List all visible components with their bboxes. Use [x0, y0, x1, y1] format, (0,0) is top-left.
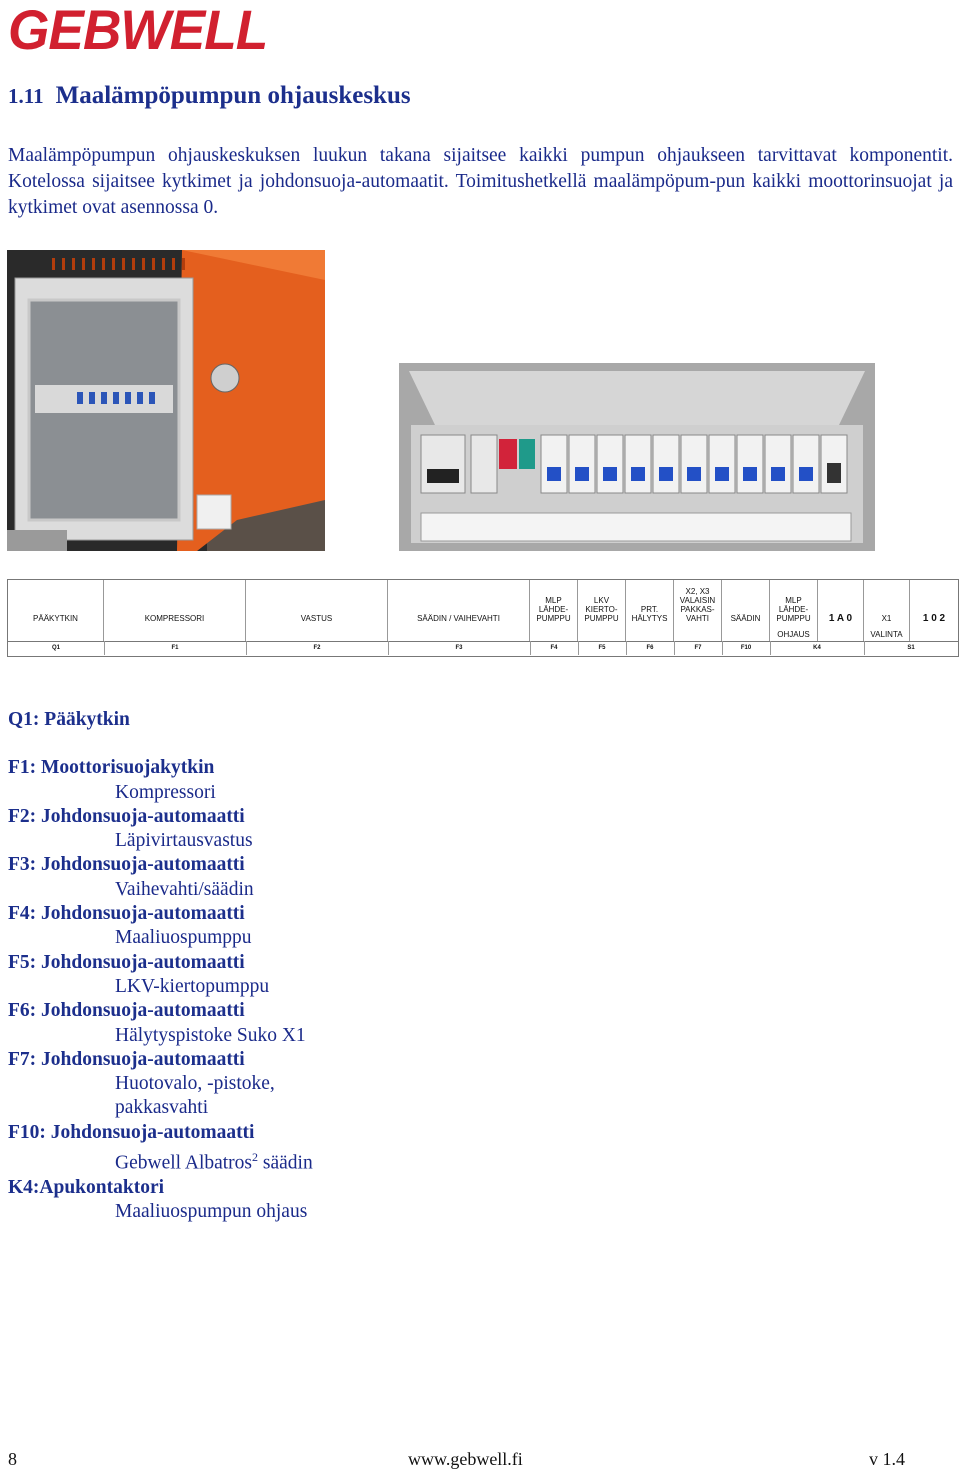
label-vastus: VASTUS [246, 580, 388, 641]
footer-url: www.gebwell.fi [408, 1449, 523, 1469]
component-f6-desc: Hälytyspistoke Suko X1 [115, 1024, 306, 1046]
label-q1: Q1 [8, 641, 105, 655]
label-strip-top-row [8, 580, 958, 642]
breakers-photo [399, 363, 875, 551]
cabinet-illustration [7, 250, 325, 551]
label-lkv-kiertopumppu: LKV KIERTO- PUMPPU [578, 580, 626, 641]
label-f10: F10 [722, 641, 771, 655]
label-mlp-lahdepumppu: MLP LÄHDE- PUMPPU [530, 580, 578, 641]
label-paakytkin: PÄÄKYTKIN [8, 580, 104, 641]
terminal-label-strip [7, 579, 959, 657]
label-s1: S1 [907, 644, 915, 651]
label-f5: F5 [578, 641, 627, 655]
label-f7: F7 [674, 641, 723, 655]
spacer [8, 732, 608, 756]
label-ohjaus: OHJAUS [777, 630, 810, 639]
section-heading [8, 82, 411, 110]
component-f3-desc: Vaihevahti/säädin [115, 878, 254, 900]
component-f4-title: F4: Johdonsuoja-automaatti [8, 903, 245, 925]
page-footer [8, 1449, 905, 1471]
component-f7-desc-line1: Huotovalo, -pistoke, [115, 1073, 275, 1095]
label-f4: F4 [530, 641, 579, 655]
component-f2-title: F2: Johdonsuoja-automaatti [8, 805, 245, 827]
intro-paragraph: Maalämpöpumpun ohjauskeskuksen luukun takana sijaitsee kaikki pumpun ohjaukseen tarvittavat komponentit. Kotelossa sijaitsee kytkimet ja johdonsuoja-automaatit. Toimitushetkellä maalämpöpum-pun kaikki moottorinsuojat ja kytkimet ovat asennossa 0. [8, 145, 953, 218]
breakers-illustration [399, 363, 875, 551]
component-f7-title: F7: Johdonsuoja-automaatti [8, 1048, 245, 1070]
component-f5-title: F5: Johdonsuoja-automaatti [8, 951, 245, 973]
component-f6-title: F6: Johdonsuoja-automaatti [8, 1000, 245, 1022]
section-title: Maalämpöpumpun ohjauskeskus [55, 82, 411, 109]
cabinet-photo [7, 250, 325, 551]
label-f3: F3 [388, 641, 531, 655]
label-valinta: VALINTA [870, 630, 903, 639]
component-f5-desc: LKV-kiertopumppu [115, 975, 270, 997]
label-saadin: SÄÄDIN [722, 580, 770, 641]
label-1a0: 1 A 0 [818, 580, 864, 641]
component-f1-desc: Kompressori [115, 781, 216, 803]
label-mlp-lahdepumppu-ohjaus [770, 580, 818, 641]
label-k4: K4 [770, 641, 865, 655]
label-mlp-lahdepumppu-2: MLP LÄHDE- PUMPPU [776, 596, 811, 623]
label-strip-bottom-row [8, 641, 958, 655]
component-f10-title: F10: Johdonsuoja-automaatti [8, 1121, 255, 1143]
label-f2: F2 [246, 641, 389, 655]
component-f3-title: F3: Johdonsuoja-automaatti [8, 854, 245, 876]
component-f10-desc [8, 1145, 608, 1176]
component-f1-title: F1: Moottorisuojakytkin [8, 757, 215, 779]
label-saadin-vaihevahti: SÄÄDIN / VAIHEVAHTI [388, 580, 530, 641]
component-k4-title: K4:Apukontaktori [8, 1176, 165, 1198]
label-prt-halytys: PRT. HÄLYTYS [626, 580, 674, 641]
label-kompressori: KOMPRESSORI [104, 580, 246, 641]
component-f10-desc-text: Gebwell Albatros [115, 1152, 253, 1174]
component-f10-desc-sup: 2 [252, 1150, 259, 1165]
label-f1: F1 [104, 641, 247, 655]
label-valaisin-pakkasvahti: X2, X3 VALAISIN PAKKAS- VAHTI [674, 580, 722, 641]
label-f6: F6 [626, 641, 675, 655]
component-f2-desc: Läpivirtausvastus [115, 830, 253, 852]
component-f7-desc-line2: pakkasvahti [115, 1097, 209, 1119]
component-q1-title: Q1: Pääkytkin [8, 709, 130, 730]
component-f10-desc-suffix: säädin [258, 1152, 313, 1174]
component-f4-desc: Maaliuospumppu [115, 927, 252, 949]
label-102: 1 0 2 [922, 613, 946, 624]
page-number: 8 [8, 1449, 17, 1469]
component-k4-desc: Maaliuospumpun ohjaus [115, 1201, 308, 1223]
footer-version: v 1.4 [869, 1449, 905, 1469]
gebwell-logo: GEBWELL [8, 0, 268, 61]
component-list [8, 708, 608, 1224]
label-x1: X1 [881, 614, 892, 623]
label-x1-valinta [864, 580, 910, 641]
section-number: 1.11 [8, 84, 44, 108]
